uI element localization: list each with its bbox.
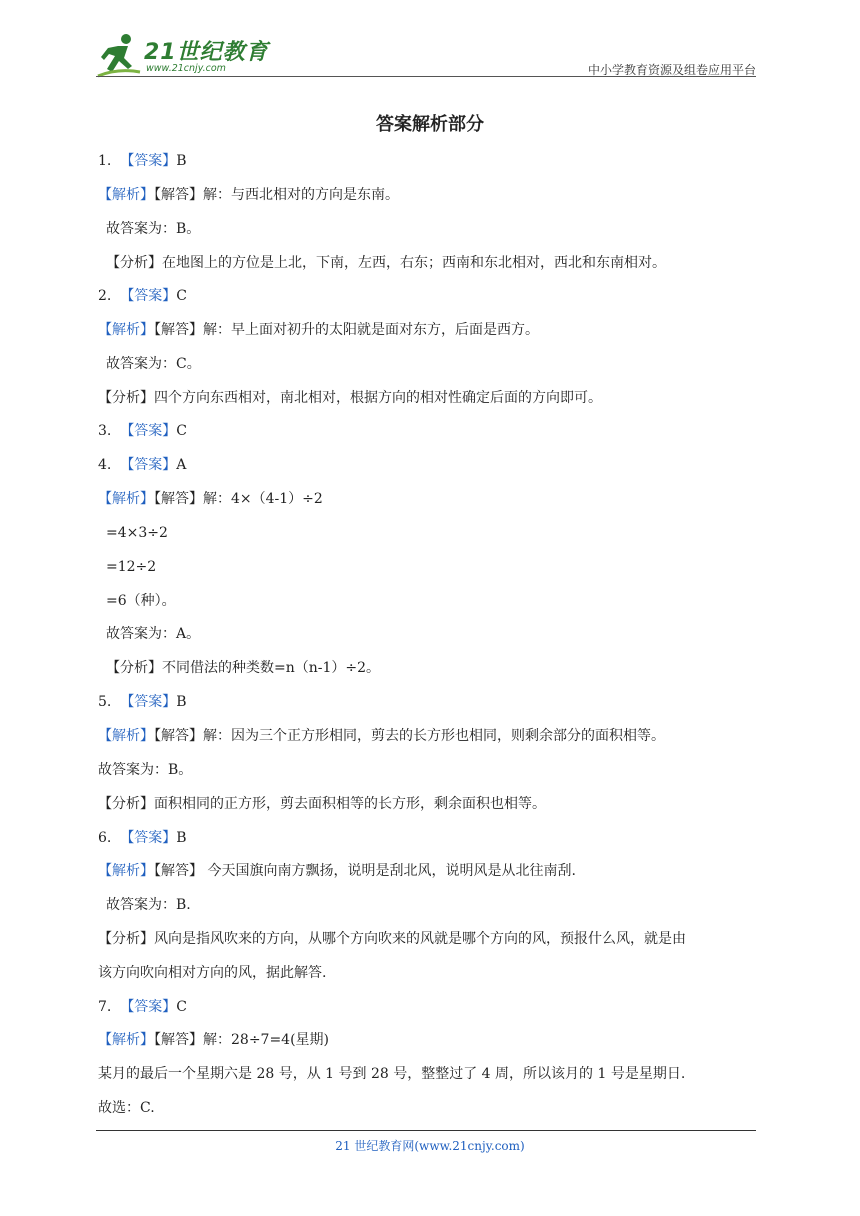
line-text: =4×3÷2 bbox=[106, 525, 168, 541]
line-text: 故答案为：A。 bbox=[106, 626, 201, 642]
line-text: 【解答】解：4×（4-1）÷2 bbox=[154, 491, 323, 507]
line-text: 故答案为：B. bbox=[106, 897, 191, 913]
header-platform-text: 中小学教育资源及组卷应用平台 bbox=[587, 63, 756, 77]
answer-tag: 【答案】 bbox=[120, 423, 177, 439]
answer-line bbox=[98, 726, 665, 746]
footer-text: 21 世纪教育网(www.21cnjy.com) bbox=[335, 1139, 525, 1153]
answer-line bbox=[98, 861, 576, 881]
answer-line bbox=[98, 1064, 685, 1084]
answer-line bbox=[106, 895, 191, 915]
line-text: 【分析】四个方向东西相对，南北相对，根据方向的相对性确定后面的方向即可。 bbox=[98, 390, 602, 406]
answer-line bbox=[98, 963, 326, 983]
question-number: 6. bbox=[98, 830, 121, 846]
answer-line bbox=[106, 624, 200, 644]
logo-url: www.21cnjy.com bbox=[146, 63, 226, 74]
question-number: 1. bbox=[98, 153, 121, 169]
answer-line bbox=[98, 760, 192, 780]
line-text: 故答案为：C。 bbox=[106, 356, 201, 372]
answer-tag: 【解析】 bbox=[98, 491, 154, 507]
line-text: 【分析】风向是指风吹来的方向，从哪个方向吹来的风就是哪个方向的风，预报什么风，就是由 bbox=[98, 931, 686, 947]
answer-tag: 【答案】 bbox=[120, 457, 177, 473]
line-text: B bbox=[176, 153, 187, 169]
header-divider bbox=[96, 76, 756, 77]
line-text: 【解答】解：与西北相对的方向是东南。 bbox=[154, 187, 399, 203]
question-number: 2. bbox=[98, 288, 121, 304]
line-text: 【解答】解：因为三个正方形相同，剪去的长方形也相同，则剩余部分的面积相等。 bbox=[154, 728, 665, 744]
line-text: 【解答】解：早上面对初升的太阳就是面对东方，后面是西方。 bbox=[154, 322, 539, 338]
line-text: C bbox=[176, 288, 187, 304]
line-text: 故答案为：B。 bbox=[98, 762, 193, 778]
answer-line bbox=[106, 523, 168, 543]
answer-line bbox=[106, 354, 201, 374]
logo bbox=[96, 30, 276, 80]
answer-line bbox=[98, 286, 187, 306]
answer-line bbox=[98, 828, 187, 848]
answer-line bbox=[106, 557, 156, 577]
answer-line bbox=[98, 455, 186, 475]
answer-line bbox=[106, 219, 200, 239]
line-text: =12÷2 bbox=[106, 559, 157, 575]
answer-line bbox=[98, 692, 187, 712]
answer-line bbox=[98, 320, 539, 340]
line-text: 某月的最后一个星期六是 28 号，从 1 号到 28 号，整整过了 4 周，所以该月的 1 号是星期日. bbox=[98, 1066, 686, 1082]
line-text: C bbox=[176, 999, 187, 1015]
line-text: B bbox=[176, 694, 187, 710]
answer-line bbox=[98, 794, 546, 814]
answer-line bbox=[98, 1030, 329, 1050]
answer-tag: 【解析】 bbox=[98, 1032, 154, 1048]
answer-line bbox=[98, 489, 323, 509]
answer-tag: 【答案】 bbox=[120, 153, 177, 169]
line-text: =6（种）。 bbox=[106, 593, 176, 609]
answer-line bbox=[98, 997, 187, 1017]
answer-tag: 【答案】 bbox=[120, 999, 177, 1015]
page-header bbox=[96, 30, 756, 80]
answer-tag: 【解析】 bbox=[98, 863, 154, 879]
line-text: 【解答】解：28÷7=4(星期) bbox=[154, 1032, 330, 1048]
answer-line bbox=[98, 185, 399, 205]
line-text: 【分析】不同借法的种类数=n（n-1）÷2。 bbox=[106, 660, 381, 676]
runner-logo-icon bbox=[96, 32, 142, 78]
line-text: 该方向吹向相对方向的风，据此解答. bbox=[98, 965, 327, 981]
answer-tag: 【答案】 bbox=[120, 830, 177, 846]
answer-tag: 【答案】 bbox=[120, 288, 177, 304]
answer-line bbox=[98, 1098, 155, 1118]
line-text: B bbox=[176, 830, 187, 846]
question-number: 4. bbox=[98, 457, 121, 473]
answer-line bbox=[106, 591, 176, 611]
answer-line bbox=[106, 658, 380, 678]
page-title: 答案解析部分 bbox=[376, 114, 484, 135]
line-text: 【分析】面积相同的正方形，剪去面积相等的长方形，剩余面积也相等。 bbox=[98, 796, 546, 812]
logo-text: 21世纪教育 bbox=[144, 40, 269, 65]
question-number: 5. bbox=[98, 694, 121, 710]
answer-tag: 【答案】 bbox=[120, 694, 177, 710]
answer-line bbox=[98, 388, 602, 408]
question-number: 3. bbox=[98, 423, 121, 439]
answer-line bbox=[98, 929, 686, 949]
answer-tag: 【解析】 bbox=[98, 322, 154, 338]
line-text: A bbox=[176, 457, 187, 473]
line-text: 故答案为：B。 bbox=[106, 221, 201, 237]
answer-line bbox=[106, 253, 666, 273]
answer-tag: 【解析】 bbox=[98, 187, 154, 203]
footer-divider bbox=[96, 1130, 756, 1131]
question-number: 7. bbox=[98, 999, 121, 1015]
line-text: 故选：C. bbox=[98, 1100, 155, 1116]
line-text: 【解答】 今天国旗向南方飘扬，说明是刮北风，说明风是从北往南刮. bbox=[154, 863, 576, 879]
answer-line bbox=[98, 421, 187, 441]
answer-line bbox=[98, 151, 187, 171]
line-text: C bbox=[176, 423, 187, 439]
answer-tag: 【解析】 bbox=[98, 728, 154, 744]
line-text: 【分析】在地图上的方位是上北，下南，左西，右东；西南和东北相对，西北和东南相对。 bbox=[106, 255, 666, 271]
